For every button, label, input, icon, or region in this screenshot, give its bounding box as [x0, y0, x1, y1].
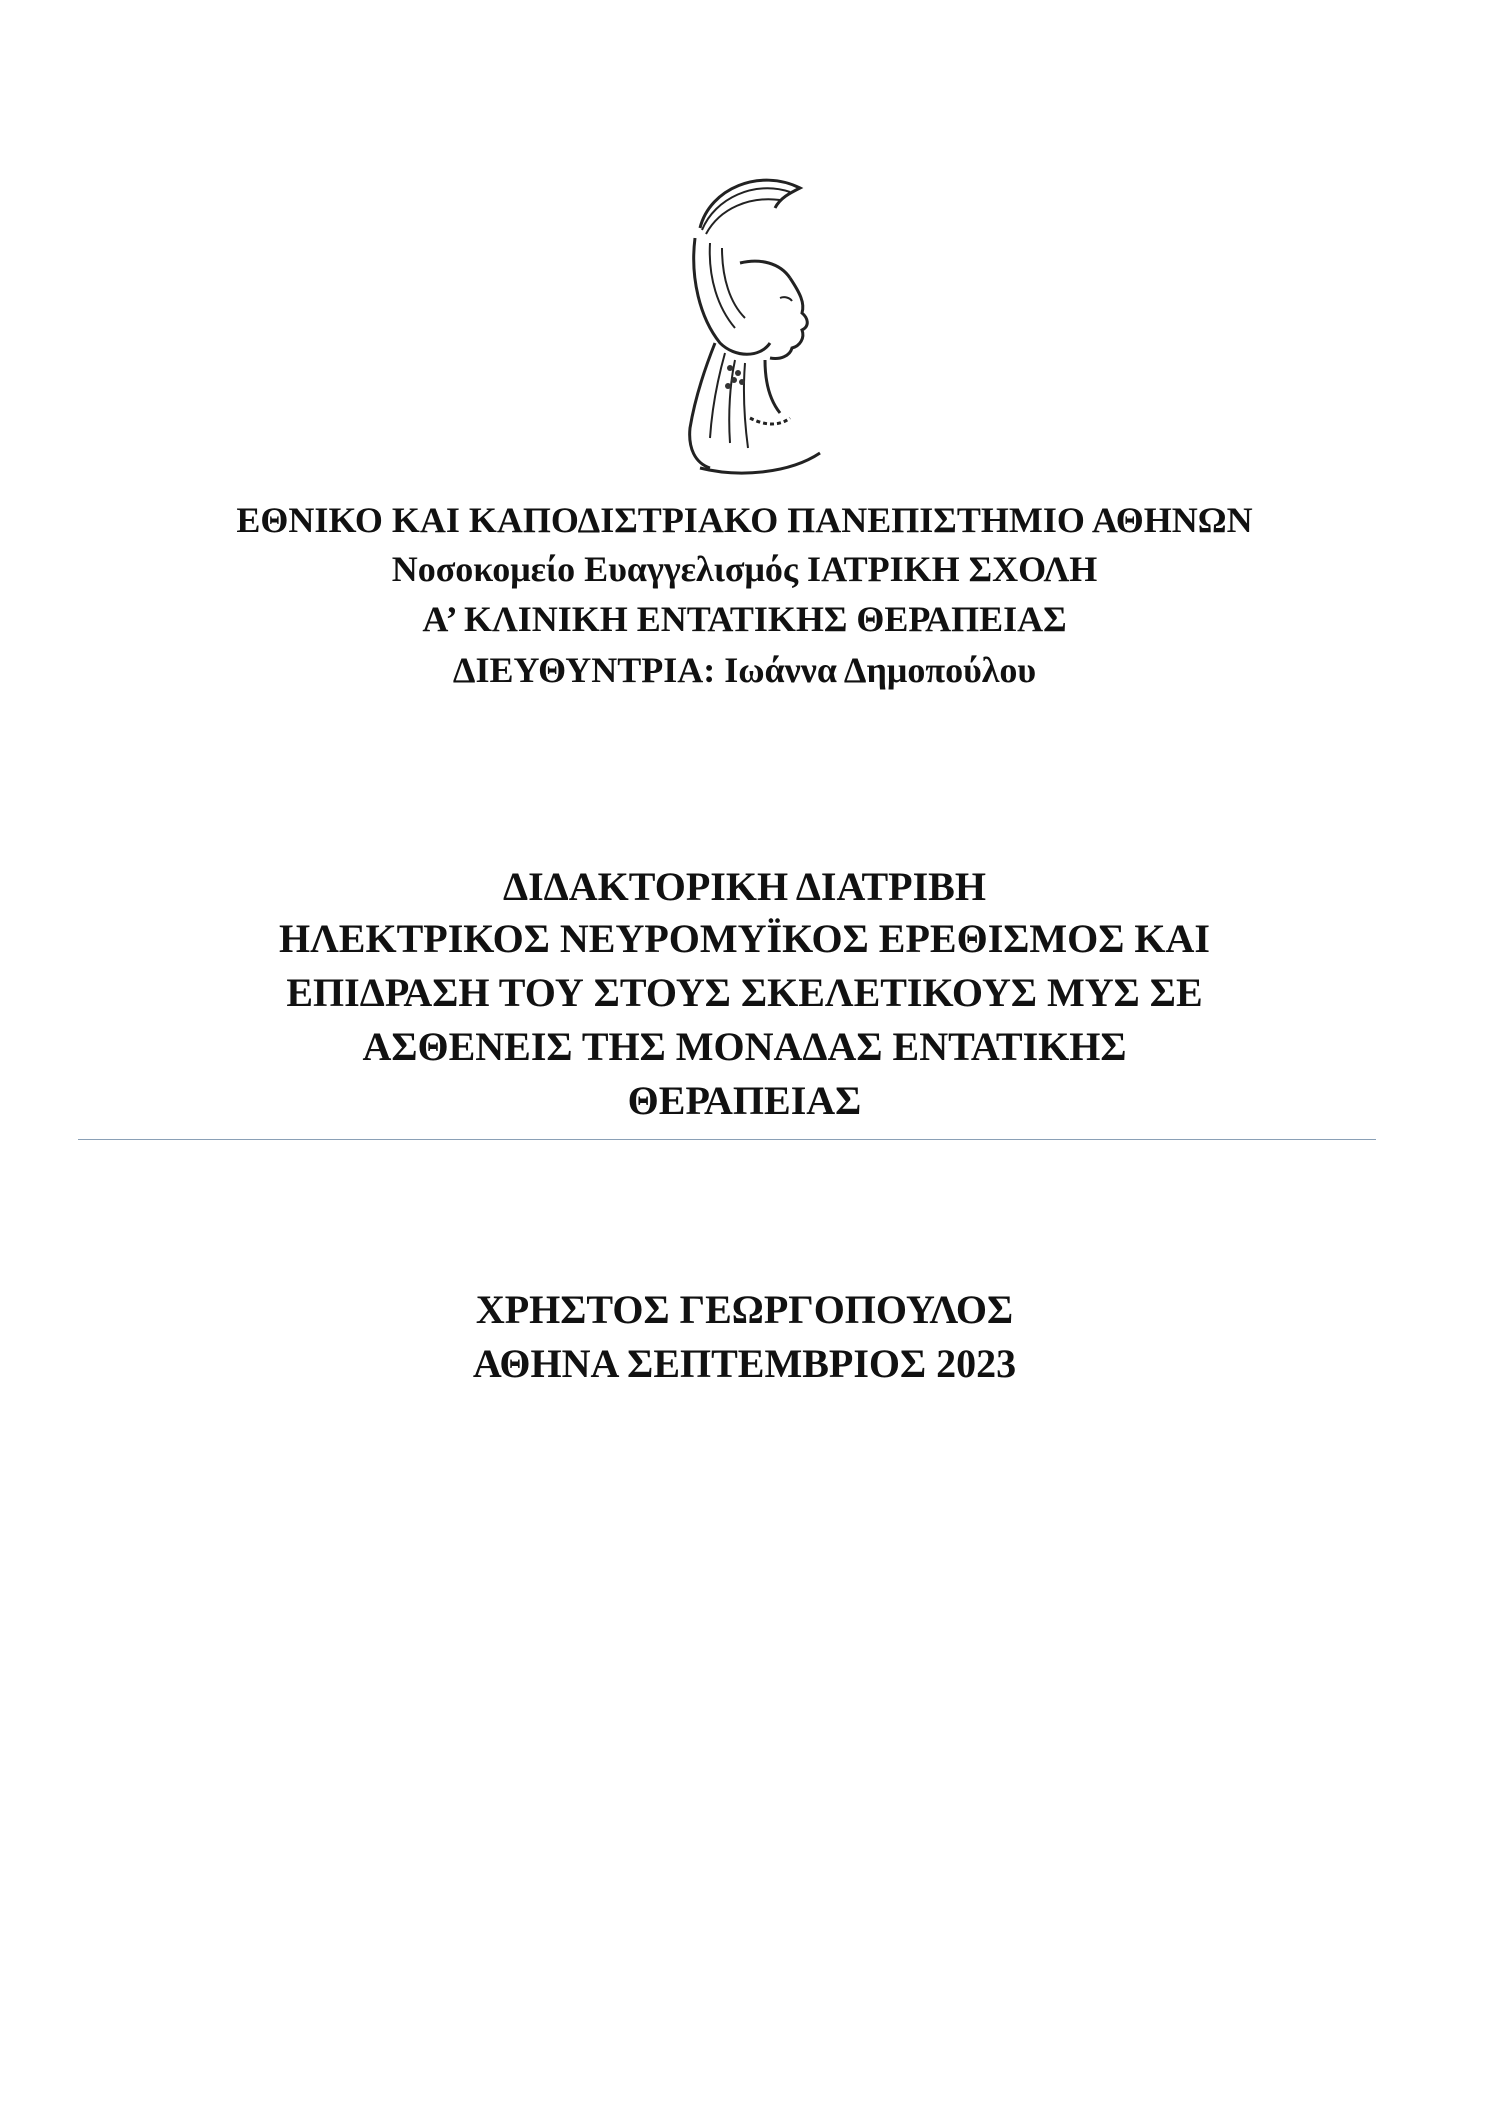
place-date: ΑΘΗΝΑ ΣΕΠΤΕΜΒΡΙΟΣ 2023: [472, 1341, 1017, 1386]
thesis-title-line-2: ΕΠΙΔΡΑΣΗ ΤΟΥ ΣΤΟΥΣ ΣΚΕΛΕΤΙΚΟΥΣ ΜΥΣ ΣΕ: [286, 970, 1203, 1015]
author-name: ΧΡΗΣΤΟΣ ΓΕΩΡΓΟΠΟΥΛΟΣ: [475, 1287, 1014, 1332]
director-line: ΔΙΕΥΘΥΝΤΡΙΑ: Ιωάννα Δημοπούλου: [452, 650, 1037, 690]
athena-helmet-emblem-icon: [640, 168, 840, 478]
hospital-school-line: Νοσοκομείο Ευαγγελισμός ΙΑΤΡΙΚΗ ΣΧΟΛΗ: [391, 549, 1098, 589]
university-name: ΕΘΝΙΚΟ ΚΑΙ ΚΑΠΟΔΙΣΤΡΙΑΚΟ ΠΑΝΕΠΙΣΤΗΜΙΟ ΑΘΗΝΩΝ: [236, 500, 1253, 540]
clinic-line: Α’ ΚΛΙΝΙΚΗ ΕΝΤΑΤΙΚΗΣ ΘΕΡΑΠΕΙΑΣ: [422, 599, 1067, 639]
title-divider: [78, 1139, 1376, 1140]
thesis-title-line-3: ΑΣΘΕΝΕΙΣ ΤΗΣ ΜΟΝΑΔΑΣ ΕΝΤΑΤΙΚΗΣ: [362, 1024, 1127, 1069]
thesis-title-line-1: ΗΛΕΚΤΡΙΚΟΣ ΝΕΥΡΟΜΥΪΚΟΣ ΕΡΕΘΙΣΜΟΣ ΚΑΙ: [279, 916, 1210, 961]
thesis-title-line-4: ΘΕΡΑΠΕΙΑΣ: [627, 1078, 862, 1123]
thesis-type: ΔΙΔΑΚΤΟΡΙΚΗ ΔΙΑΤΡΙΒΗ: [503, 864, 986, 909]
